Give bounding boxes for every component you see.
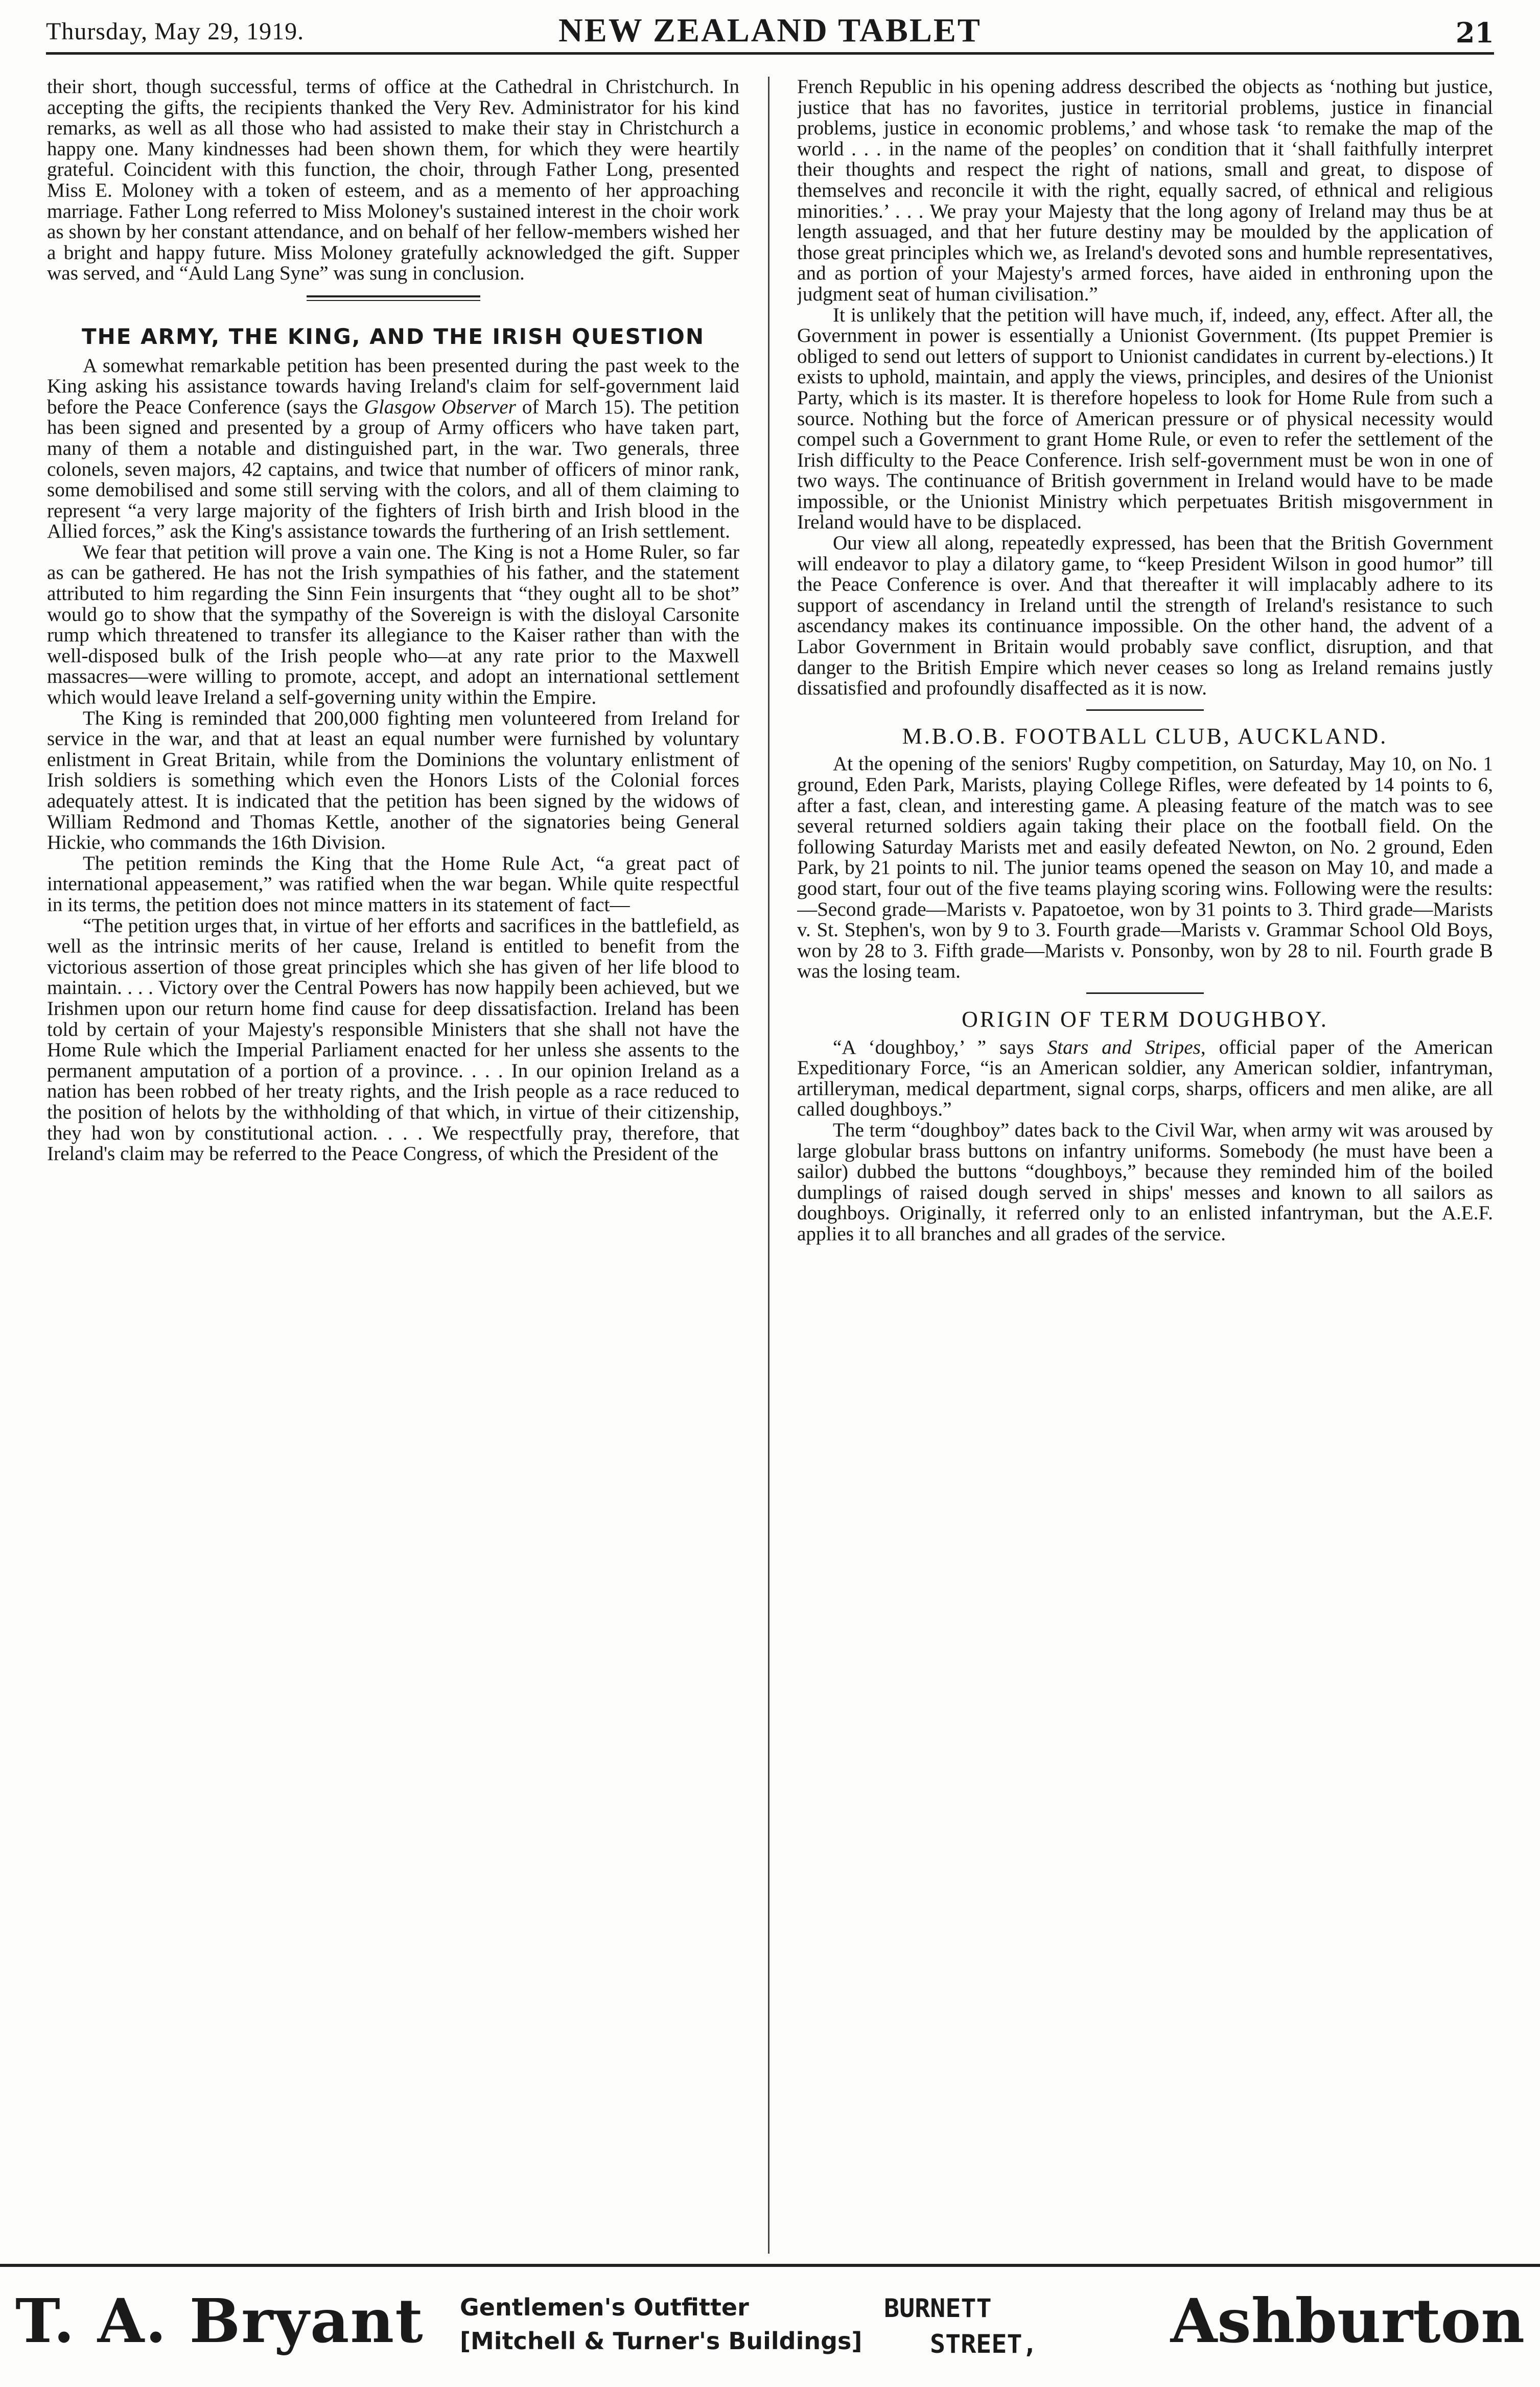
doughboy-headline: ORIGIN OF TERM DOUGHBOY. — [962, 1006, 1328, 1032]
source-citation: Stars and Stripes — [1047, 1036, 1201, 1058]
doughboy-paragraph-1: “A ‘doughboy,’ ” says Stars and Stripes, official paper of the American Expeditionary Force, “is an American soldier, any American soldier, infantryman, artilleryman, medical department, signal corps, sharps, officers and men alike, are all called doughboys.” — [797, 1036, 1493, 1121]
doughboy-paragraph-2: The term “doughboy” dates back to the Civil War, when army wit was aroused by large globular brass buttons on infantry uniforms. Somebody (he must have been a sailor) dubbed the buttons “doughboys,” because they reminded him of the boiled dumplings of raised dough served in ships' messes and known to all sailors as doughboys. Originally, it referred only to an enlisted infantryman, but the A.E.F. applies it to all branches and all grades of the service. — [797, 1119, 1493, 1245]
left-column — [47, 77, 739, 2254]
article-paragraph-3: The King is reminded that 200,000 fighting men volunteered from Ireland for service in the war, and that at least an equal number were furnished by voluntary enlistment in Great Britain, while from the Dominions the voluntary enlistment of Irish soldiers is something which even the Honors Lists of the Colonial forces adequately attest. It is indicated that the petition has been signed by the widows of William Redmond and Thomas Kettle, another of the signatories being General Hickie, who commands the 16th Division. — [47, 707, 739, 854]
advertiser-name: T. A. Bryant — [15, 2285, 424, 2356]
football-headline: M.B.O.B. FOOTBALL CLUB, AUCKLAND. — [902, 723, 1388, 749]
petition-quote-continued: French Republic in his opening address described the objects as ‘nothing but justice, justice that has no favorites, justice in territorial problems, justice in financial problems, justice in economic problems,’ and whose task ‘to remake the map of the world . . . in the name of the peoples’ on condition that it ‘shall faithfully interpret their thoughts and respect the right of nations, small and great, to dispose of themselves and reconcile it with the right, equally sacred, of ethnical and religious minorities.’ . . . We pray your Majesty that the long agony of Ireland may thus be at length assuaged, and that her future destiny may be moulded by the application of those great principles which we, as Ireland's devoted sons and humble representatives, and as portion of your Majesty's armed forces, have aided in enthroning upon the judgment seat of human civilisation.” — [797, 77, 1493, 305]
page-number: 21 — [1455, 16, 1494, 49]
advertiser-town: Ashburton — [1170, 2285, 1525, 2356]
petition-quote: “The petition urges that, in virtue of her efforts and sacrifices in the battlefield, as well as the intrinsic merits of her cause, Ireland is entitled to benefit from the victorious assertion of those great principles which she has given of her life blood to maintain. . . . Victory over the Central Powers has now happily been achieved, but we Irishmen upon our return home find cause for deep dissatisfaction. Ireland has been told by certain of your Majesty's responsible Ministers that she shall not have the Home Rule which the Imperial Parliament enacted for her unless she assents to the permanent amputation of a portion of a province. . . . In our opinion Ireland as a nation has been robbed of her treaty rights, and the Irish people as a race reduced to the position of helots by the withholding of that which, in virtue of their citizenship, they had won by constitutional action. . . . We respectfully pray, therefore, that Ireland's claim may be referred to the Peace Congress, of which the President of the — [47, 914, 739, 1165]
choir-article-ending: their short, though successful, terms of office at the Cathedral in Christchurch. In accepting the gifts, the recipients thanked the Very Rev. Administrator for his kind remarks, as well as all those who had assisted to make their stay in Christchurch a happy one. Many kindnesses had been shown them, for which they were heartily grateful. Coincident with this function, the choir, through Father Long, presented Miss E. Moloney with a token of esteem, and as a memento of her approaching marriage. Father Long referred to Miss Moloney's sustained interest in the choir work as shown by her constant attendance, and on behalf of her fellow-members wished her a bright and happy future. Miss Moloney gratefully acknowledged the gift. Supper was served, and “Auld Lang Syne” was sung in conclusion. — [47, 77, 739, 285]
article-headline-irish-question: THE ARMY, THE KING, AND THE IRISH QUESTION — [81, 323, 705, 349]
section-divider — [1086, 709, 1204, 711]
advertiser-street: BURNETT STREET, — [884, 2293, 1038, 2359]
article-paragraph-4: The petition reminds the King that the Home Rule Act, “a great pact of international appeasement,” was ratified when the war began. While quite respectful in its terms, the petition does not mince matters in its statement of fact— — [47, 852, 739, 916]
article-paragraph-2: We fear that petition will prove a vain one. The King is not a Home Ruler, so far as can be gathered. He has not the Irish sympathies of his father, and the statement attributed to him regarding the Sinn Fein insurgents that “they ought all to be shot” would go to show that the sympathy of the Sovereign is with the disloyal Carsonite rump which threatened to transfer its allegiance to the Kaiser rather than with the well-disposed bulk of the Irish people who—at any rate prior to the Maxwell massacres—were willing to promote, accept, and adopt an international settlement which would leave Ireland a self-governing unity within the Empire. — [47, 541, 739, 709]
section-divider — [307, 295, 480, 301]
article-paragraph-7: Our view all along, repeatedly expressed, has been that the British Government will endeavor to play a dilatory game, to “keep President Wilson in good humor” till the Peace Conference is over. And that thereafter it will implacably adhere to its support of ascendancy in Ireland until the strength of Ireland's resistance to such ascendancy makes its continuance impossible. On the other hand, the advent of a Labor Government in Britain would probably save conflict, disruption, and that danger to the British Empire which never ceases so long as Ireland remains justly dissatisfied and profoundly disaffected as it is now. — [797, 532, 1493, 700]
column-divider — [768, 77, 769, 2254]
publication-title: NEW ZEALAND TABLET — [558, 12, 982, 49]
advertiser-tagline: Gentlemen's Outfitter [Mitchell & Turner's Buildings] — [460, 2293, 862, 2355]
issue-date: Thursday, May 29, 1919. — [46, 18, 305, 45]
right-column — [797, 77, 1493, 2254]
section-divider — [1086, 992, 1204, 994]
source-citation: Glasgow Observer — [364, 396, 516, 418]
masthead — [46, 11, 1494, 55]
football-report: At the opening of the seniors' Rugby competition, on Saturday, May 10, on No. 1 ground, Eden Park, Marists, playing College Rifles, were defeated by 14 points to 6, after a fast, clean, and interesting game. A pleasing feature of the match was to see several returned soldiers again taking their place on the football field. On the following Saturday Marists met and easily defeated Newton, on No. 2 ground, Eden Park, by 21 points to nil. The junior teams opened the season on May 10, and made a good start, four out of the five teams playing scoring wins. Following were the results:—Second grade—Marists v. Papatoetoe, won by 31 points to 3. Third grade—Marists v. St. Stephen's, won by 9 to 3. Fourth grade—Marists v. Grammar School Old Boys, won by 28 to 3. Fifth grade—Marists v. Ponsonby, won by 28 to nil. Fourth grade B was the losing team. — [797, 753, 1493, 983]
advertisement-banner — [0, 2264, 1540, 2387]
article-paragraph-1: A somewhat remarkable petition has been presented during the past week to the King asking his assistance towards having Ireland's claim for self-government laid before the Peace Conference (says the Glasgow Observer of March 15). The petition has been signed and presented by a group of Army officers who have taken part, many of them a notable and distinguished part, in the war. Two generals, three colonels, seven majors, 42 captains, and twice that number of officers of minor rank, some demobilised and some still serving with the colors, and all of them claiming to represent “a very large majority of the fighters of Irish birth and Irish blood in the Allied forces,” ask the King's assistance towards the furthering of an Irish settlement. — [47, 354, 739, 543]
article-paragraph-6: It is unlikely that the petition will have much, if, indeed, any, effect. After all, the Government in power is essentially a Unionist Government. (Its puppet Premier is obliged to send out letters of support to Unionist candidates in current by-elections.) It exists to uphold, maintain, and apply the views, principles, and desires of the Unionist Party, which is its master. It is therefore hopeless to look for Home Rule from such a source. Nothing but the force of American pressure or of physical necessity would compel such a Government to grant Home Rule, or even to refer the settlement of the Irish difficulty to the Peace Conference. Irish self-government must be won in one of two ways. The continuance of British government in Ireland would have to be made impossible, or the Unionist Ministry which perpetuates British misgovernment in Ireland would have to be displaced. — [797, 304, 1493, 534]
